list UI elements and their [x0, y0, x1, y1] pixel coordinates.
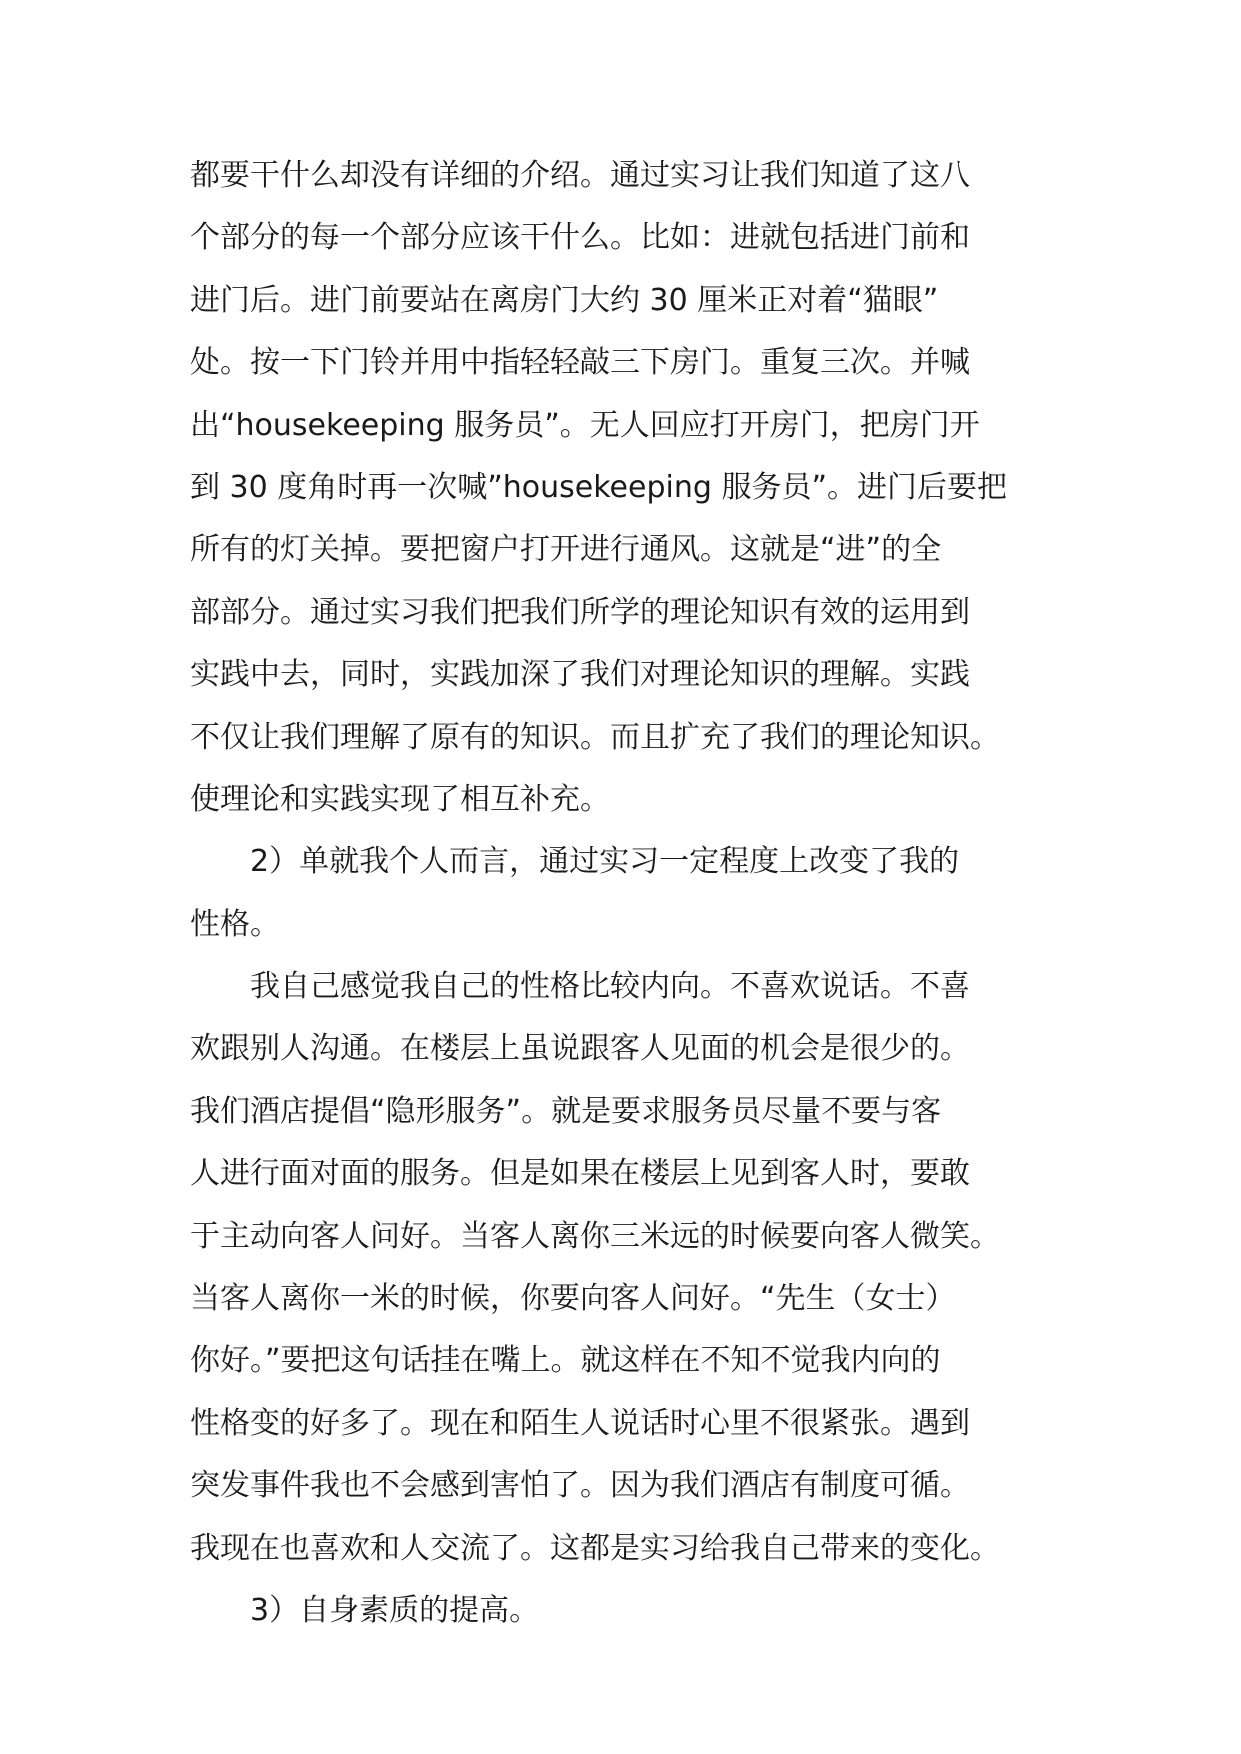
- text-line: 你好。”要把这句话挂在嘴上。就这样在不知不觉我内向的: [190, 1343, 941, 1379]
- text-line: 实践中去，同时，实践加深了我们对理论知识的理解。实践: [190, 657, 970, 693]
- text-line: 突发事件我也不会感到害怕了。因为我们酒店有制度可循。: [190, 1468, 970, 1504]
- text-line: 人进行面对面的服务。但是如果在楼层上见到客人时，要敢: [190, 1156, 970, 1192]
- text-line: 我们酒店提倡“隐形服务”。就是要求服务员尽量不要与客: [190, 1093, 942, 1129]
- text-line: 于主动向客人问好。当客人离你三米远的时候要向客人微笑。: [190, 1218, 1000, 1254]
- text-line: 到 30 度角时再一次喊”housekeeping 服务员”。进门后要把: [190, 469, 1007, 505]
- text-line: 使理论和实践实现了相互补充。: [190, 781, 610, 817]
- list-item-heading: 3）自身素质的提高。: [250, 1592, 540, 1628]
- text-line: 性格。: [190, 906, 280, 942]
- text-line: 不仅让我们理解了原有的知识。而且扩充了我们的理论知识。: [190, 719, 1000, 755]
- text-line: 欢跟别人沟通。在楼层上虽说跟客人见面的机会是很少的。: [190, 1031, 970, 1067]
- text-line: 性格变的好多了。现在和陌生人说话时心里不很紧张。遇到: [190, 1405, 970, 1441]
- text-line: 个部分的每一个部分应该干什么。比如：进就包括进门前和: [190, 220, 970, 256]
- text-line: 当客人离你一米的时候，你要向客人问好。“先生（女士）: [190, 1281, 956, 1317]
- text-line: 所有的灯关掉。要把窗户打开进行通风。这就是“进”的全: [190, 532, 942, 568]
- text-line: 进门后。进门前要站在离房门大约 30 厘米正对着“猫眼”: [190, 282, 939, 318]
- paragraph-first-line: 我自己感觉我自己的性格比较内向。不喜欢说话。不喜: [250, 969, 970, 1005]
- text-line: 出“housekeeping 服务员”。无人回应打开房门，把房门开: [190, 407, 980, 443]
- text-line: 处。按一下门铃并用中指轻轻敲三下房门。重复三次。并喊: [190, 345, 970, 381]
- text-line: 我现在也喜欢和人交流了。这都是实习给我自己带来的变化。: [190, 1530, 1000, 1566]
- text-line: 部部分。通过实习我们把我们所学的理论知识有效的运用到: [190, 594, 970, 630]
- text-line: 都要干什么却没有详细的介绍。通过实习让我们知道了这八: [190, 158, 970, 193]
- body-text: [190, 156, 1070, 1653]
- list-item-heading: 2）单就我个人而言，通过实习一定程度上改变了我的: [250, 844, 960, 880]
